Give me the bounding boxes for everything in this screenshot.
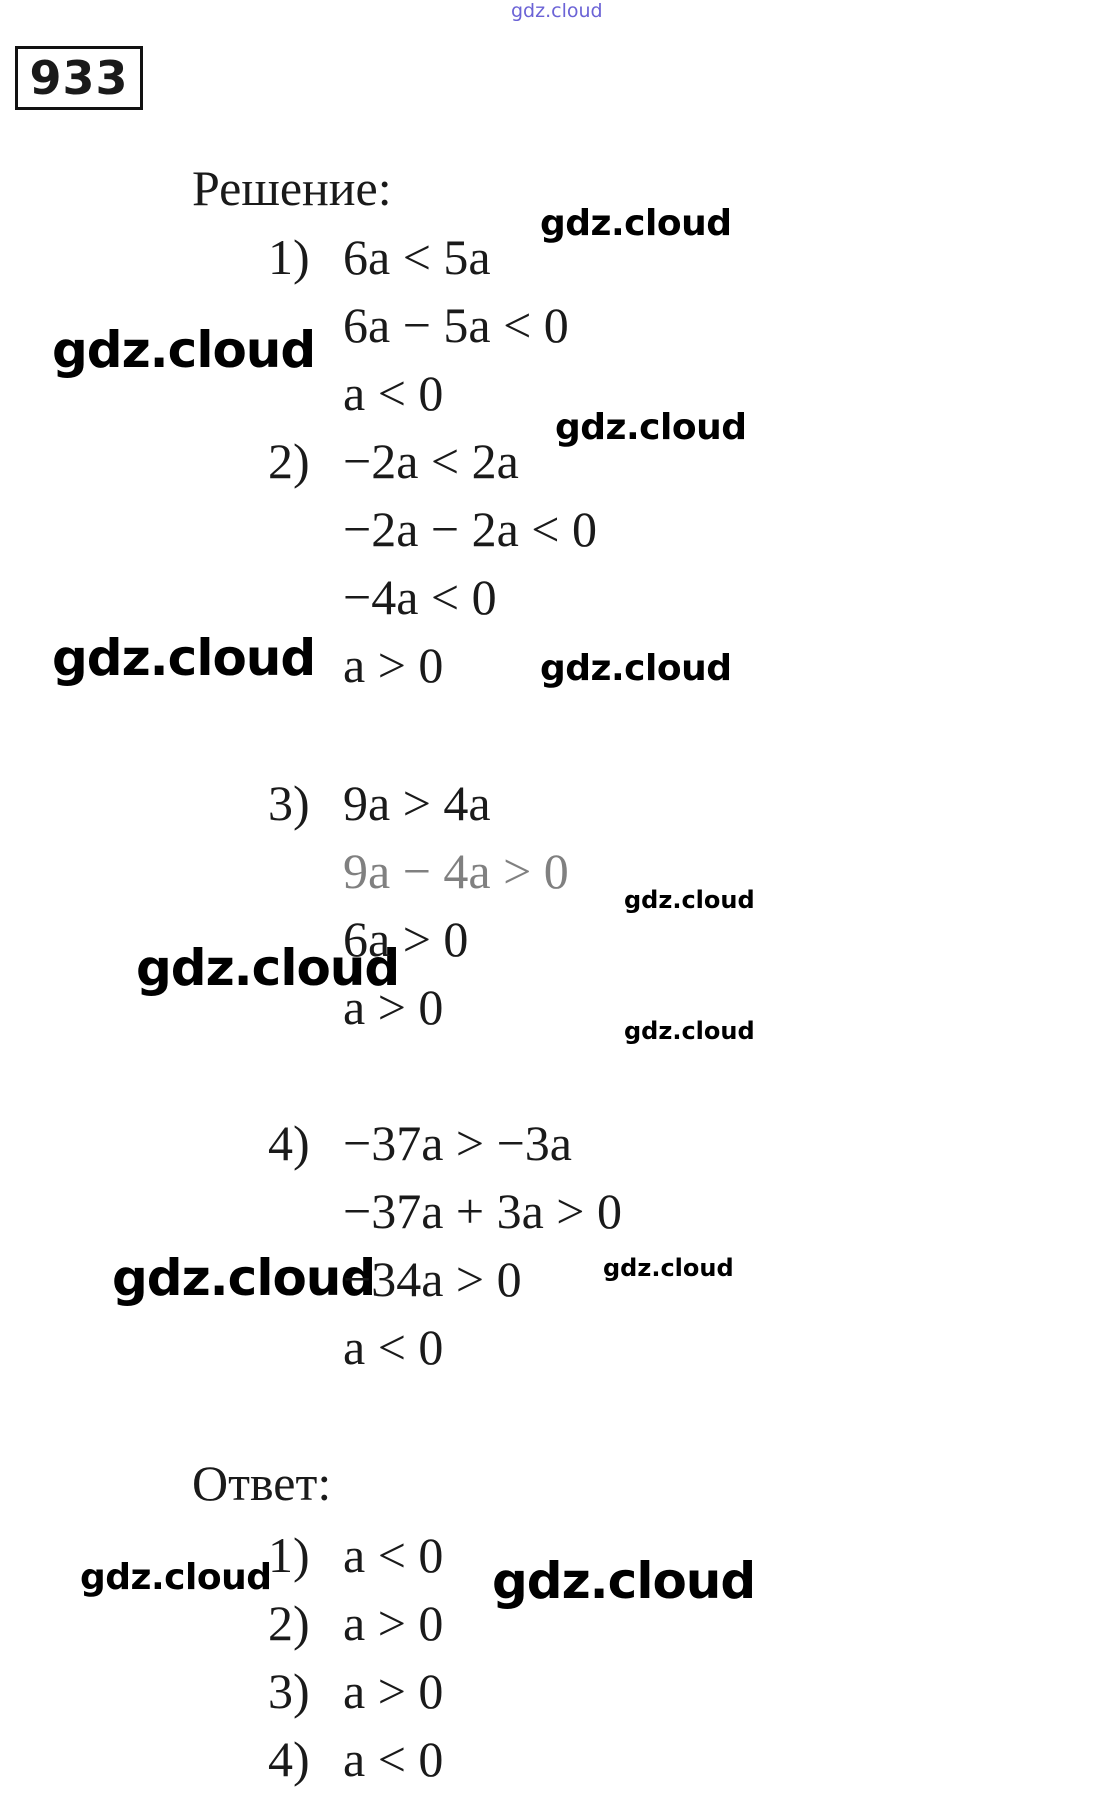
watermark: gdz.cloud [136, 939, 400, 997]
watermark: gdz.cloud [112, 1249, 376, 1307]
equation-line: 6a > 0 [343, 911, 469, 967]
watermark: gdz.cloud [603, 1254, 734, 1282]
equation-line: 6a < 5a [343, 229, 491, 285]
answer-label: 4) [268, 1731, 310, 1787]
watermark: gdz.cloud [540, 648, 732, 689]
equation-line: −4a < 0 [343, 569, 497, 625]
part-label: 2) [268, 433, 310, 489]
part-label: 1) [268, 229, 310, 285]
equation-line: 9a − 4a > 0 [343, 843, 569, 899]
equation-line: a > 0 [343, 979, 444, 1035]
solution-heading: Решение: [192, 160, 392, 216]
answer-label: 1) [268, 1527, 310, 1583]
answer-heading: Ответ: [192, 1455, 332, 1511]
equation-line: −34a > 0 [343, 1251, 522, 1307]
answer-label: 2) [268, 1595, 310, 1651]
answer-value: a < 0 [343, 1731, 444, 1787]
equation-line: −2a − 2a < 0 [343, 501, 597, 557]
watermark: gdz.cloud [540, 203, 732, 244]
answer-value: a > 0 [343, 1595, 444, 1651]
equation-line: −37a > −3a [343, 1115, 572, 1171]
watermark: gdz.cloud [492, 1552, 756, 1610]
watermark: gdz.cloud [624, 1017, 755, 1045]
watermark: gdz.cloud [555, 407, 747, 448]
equation-line: a < 0 [343, 1319, 444, 1375]
watermark: gdz.cloud [80, 1557, 272, 1598]
answer-label: 3) [268, 1663, 310, 1719]
equation-line: −2a < 2a [343, 433, 519, 489]
part-label: 3) [268, 775, 310, 831]
watermark: gdz.cloud [52, 629, 316, 687]
watermark: gdz.cloud [52, 321, 316, 379]
equation-line: −37a + 3a > 0 [343, 1183, 622, 1239]
equation-line: 9a > 4a [343, 775, 491, 831]
part-label: 4) [268, 1115, 310, 1171]
equation-line: 6a − 5a < 0 [343, 297, 569, 353]
equation-line: a > 0 [343, 637, 444, 693]
answer-value: a < 0 [343, 1527, 444, 1583]
equation-line: a < 0 [343, 365, 444, 421]
watermark: gdz.cloud [624, 886, 755, 914]
task-number-box [15, 46, 143, 110]
watermark-top: gdz.cloud [511, 0, 603, 22]
task-number: 933 [29, 51, 129, 105]
answer-value: a > 0 [343, 1663, 444, 1719]
